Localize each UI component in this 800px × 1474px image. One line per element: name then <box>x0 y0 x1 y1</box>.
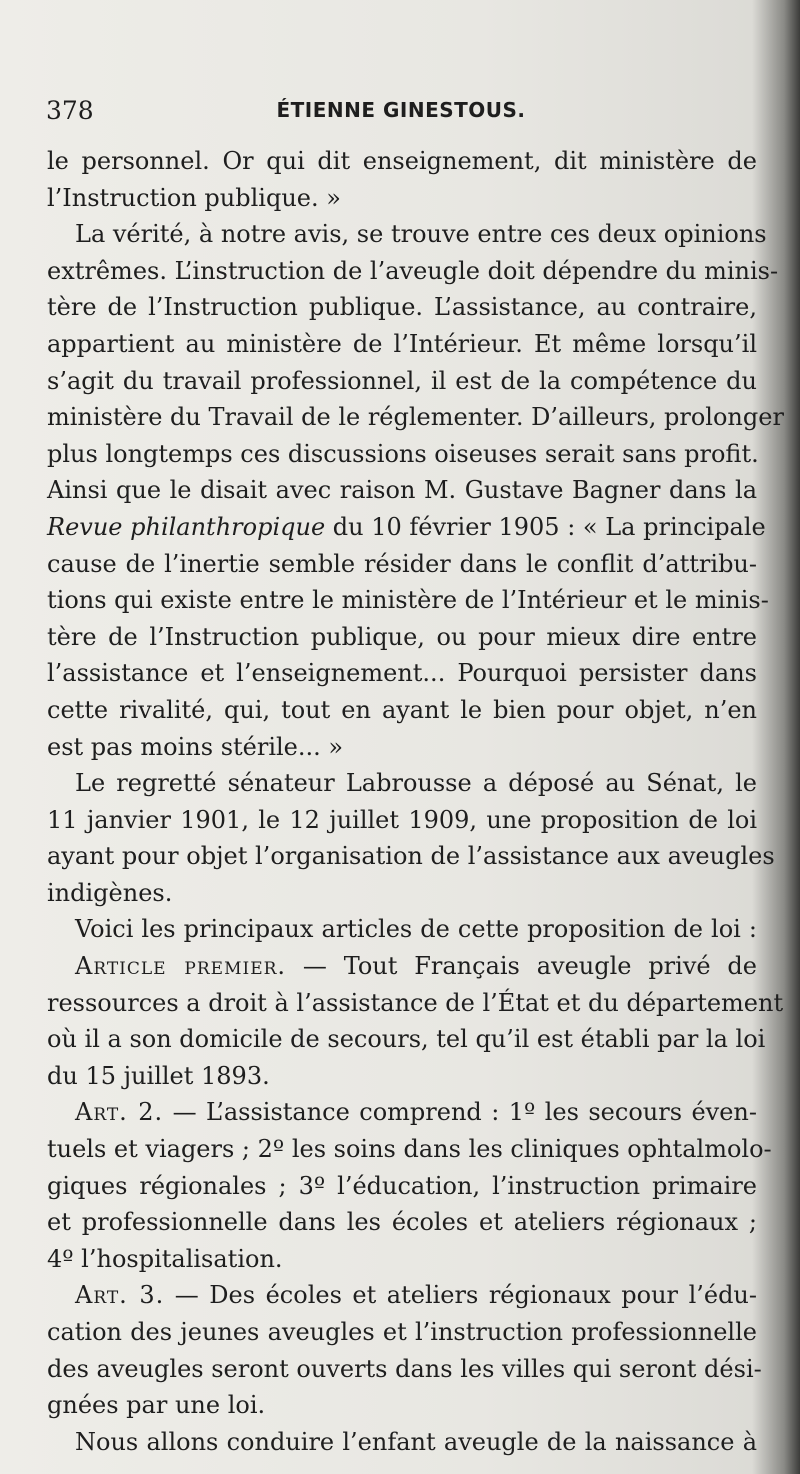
line-text: indigènes. <box>47 878 173 907</box>
line-text: Nous allons conduire l’enfant aveugle de la naissance à <box>75 1427 757 1456</box>
line-text: 4º l’hospitalisation. <box>47 1244 283 1273</box>
text-line <box>47 1241 757 1278</box>
line-text: appartient au ministère de l’Intérieur. Et même lorsqu’il <box>47 329 757 358</box>
text-line <box>47 289 757 326</box>
text-line <box>47 363 757 400</box>
line-text: cause de l’inertie semble résider dans le conflit d’attribu- <box>47 549 757 578</box>
text-line <box>47 436 757 473</box>
text-line <box>47 143 757 180</box>
line-text: ministère du Travail de le réglementer. D’ailleurs, prolonger <box>47 403 784 432</box>
line-text: le personnel. Or qui dit enseignement, dit ministère de <box>47 147 757 175</box>
text-line <box>47 472 757 509</box>
line-text: — Tout Français aveugle privé de <box>286 952 757 981</box>
text-line <box>47 1277 757 1314</box>
line-text: cation des jeunes aveugles et l’instruction professionnelle <box>47 1318 757 1346</box>
line-text: cette rivalité, qui, tout en ayant le bien pour objet, n’en <box>47 695 757 724</box>
text-line <box>47 655 757 692</box>
line-text: tère de l’Instruction publique. L’assistance, au contraire, <box>47 293 757 322</box>
text-line <box>47 253 779 290</box>
text-line <box>47 216 767 253</box>
text-line <box>47 911 757 948</box>
text-line <box>47 1021 766 1058</box>
page-header <box>46 96 756 132</box>
line-text: giques régionales ; 3º l’éducation, l’instruction primaire <box>47 1171 757 1200</box>
text-line <box>47 180 757 217</box>
text-line <box>47 1204 757 1241</box>
text-line <box>47 1131 772 1168</box>
text-line <box>47 582 769 619</box>
line-text: gnées par une loi. <box>47 1391 266 1420</box>
text-line <box>47 875 757 912</box>
line-text: s’agit du travail professionnel, il est de la compétence du <box>47 366 757 395</box>
text-line <box>47 1314 757 1351</box>
article-label: Art. 3. <box>75 1281 165 1310</box>
article-label: Article premier. <box>75 952 287 981</box>
text-line <box>47 546 757 583</box>
text-line <box>47 399 784 436</box>
line-text: l’Instruction publique. » <box>47 183 341 212</box>
text-line <box>47 1387 757 1424</box>
line-text: ressources a droit à l’assistance de l’État et du département <box>47 988 784 1017</box>
text-line <box>47 802 757 839</box>
line-text: Ainsi que le disait avec raison M. Gustave Bagner dans la <box>47 476 757 505</box>
text-line <box>47 1168 757 1205</box>
line-text: extrêmes. L’instruction de l’aveugle doit dépendre du minis- <box>47 256 779 285</box>
line-text: l’assistance et l’enseignement... Pourquoi persister dans <box>47 659 757 688</box>
line-text: La vérité, à notre avis, se trouve entre ces deux opinions <box>75 220 767 249</box>
page-number: 378 <box>46 96 94 125</box>
line-text: 11 janvier 1901, le 12 juillet 1909, une proposition de loi <box>47 805 757 834</box>
body-text <box>47 143 784 1460</box>
text-line <box>47 838 775 875</box>
line-text: où il a son domicile de secours, tel qu’il est établi par la loi <box>47 1025 766 1054</box>
line-text: tuels et viagers ; 2º les soins dans les cliniques ophtalmolo- <box>47 1135 772 1164</box>
line-text: ayant pour objet l’organisation de l’assistance aux aveugles <box>47 842 775 871</box>
line-text: tions qui existe entre le ministère de l’Intérieur et le minis- <box>47 586 769 615</box>
text-line <box>47 1058 757 1095</box>
text-line <box>47 1351 762 1388</box>
text-line <box>47 692 757 729</box>
line-text: est pas moins stérile... » <box>47 732 344 761</box>
line-text: Le regretté sénateur Labrousse a déposé au Sénat, le <box>75 769 757 798</box>
text-line <box>47 948 757 985</box>
text-line <box>47 326 757 363</box>
text-line <box>47 985 784 1022</box>
text-line <box>47 765 757 802</box>
line-text: — Des écoles et ateliers régionaux pour l’édu- <box>164 1281 758 1310</box>
line-text: Voici les principaux articles de cette proposition de loi : <box>75 915 757 944</box>
line-text: des aveugles seront ouverts dans les villes qui seront dési- <box>47 1354 762 1383</box>
text-line <box>47 1424 757 1461</box>
text-line <box>47 729 757 766</box>
running-title: ÉTIENNE GINESTOUS. <box>276 98 526 122</box>
line-text: et professionnelle dans les écoles et ateliers régionaux ; <box>47 1208 757 1237</box>
text-line <box>47 619 757 656</box>
italic-title: Revue philanthropique <box>47 512 326 541</box>
article-label: Art. 2. <box>75 1098 164 1127</box>
line-text: tère de l’Instruction publique, ou pour mieux dire entre <box>47 622 757 651</box>
line-text: du 15 juillet 1893. <box>47 1061 270 1090</box>
line-text: plus longtemps ces discussions oiseuses serait sans profit. <box>47 439 759 468</box>
line-text: du 10 février 1905 : « La principale <box>325 512 766 541</box>
text-line <box>47 509 766 546</box>
line-text: — L’assistance comprend : 1º les secours éven- <box>163 1098 757 1127</box>
text-line <box>47 1094 757 1131</box>
